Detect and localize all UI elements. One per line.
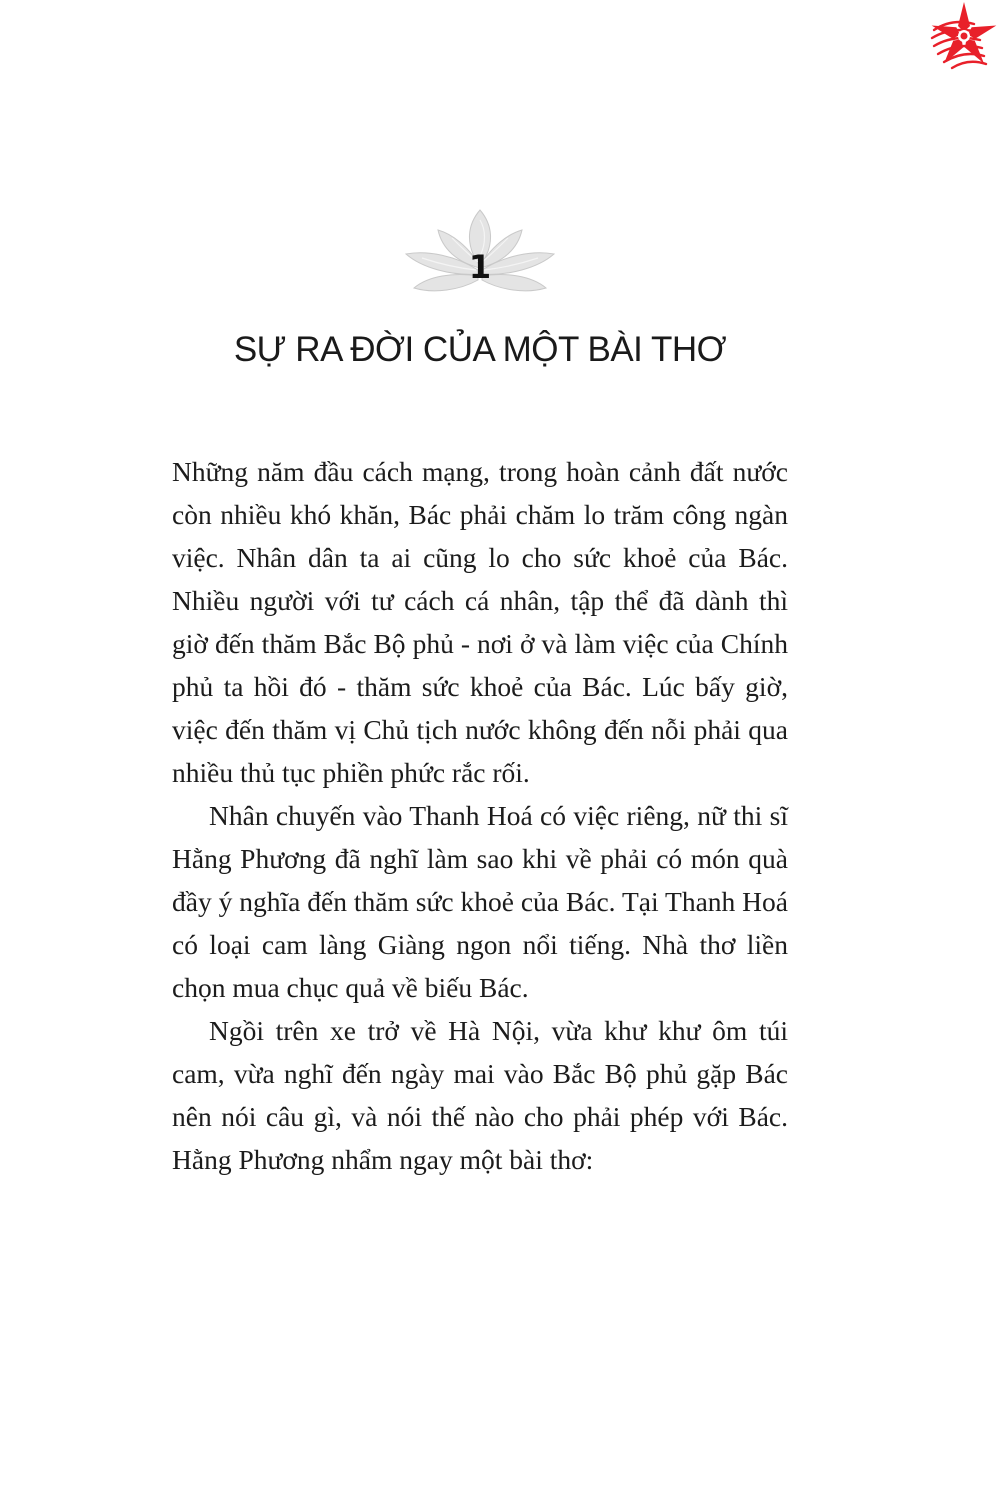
publisher-logo-icon — [924, 0, 1000, 76]
chapter-number: 1 — [468, 248, 492, 286]
paragraph: Những năm đầu cách mạng, trong hoàn cảnh đất nước còn nhiều khó khăn, Bác phải chăm lo trăm công ngàn việc. Nhân dân ta ai cũng lo cho sức khoẻ của Bác. Nhiều người với tư cách cá nhân, tập thể đã dành thì giờ đến thăm Bắc Bộ phủ - nơi ở và làm việc của Chính phủ ta hồi đó - thăm sức khoẻ của Bác. Lúc bấy giờ, việc đến thăm vị Chủ tịch nước không đến nỗi phải qua nhiều thủ tục phiền phức rắc rối. — [172, 456, 788, 788]
body-text — [172, 450, 788, 1181]
chapter-title: SỰ RA ĐỜI CỦA MỘT BÀI THƠ — [233, 330, 727, 369]
paragraph: Nhân chuyến vào Thanh Hoá có việc riêng, nữ thi sĩ Hằng Phương đã nghĩ làm sao khi về phải có món quà đầy ý nghĩa đến thăm sức khoẻ của Bác. Tại Thanh Hoá có loại cam làng Giàng ngon nổi tiếng. Nhà thơ liền chọn mua chục quả về biếu Bác. — [172, 800, 788, 1003]
paragraph: Ngồi trên xe trở về Hà Nội, vừa khư khư ôm túi cam, vừa nghĩ đến ngày mai vào Bắc Bộ phủ gặp Bác nên nói câu gì, và nói thế nào cho phải phép với Bác. Hằng Phương nhẩm ngay một bài thơ: — [172, 1015, 788, 1175]
